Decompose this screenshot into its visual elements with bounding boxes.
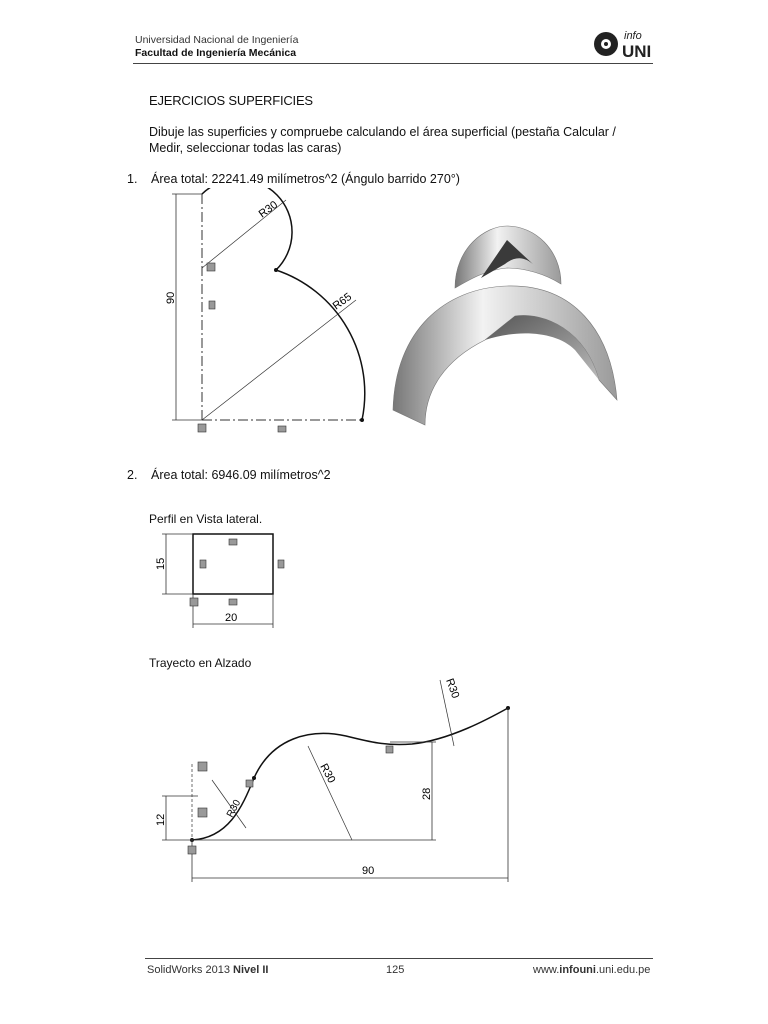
footer-level: Nivel II: [233, 964, 269, 976]
path-rise: 28: [421, 787, 433, 800]
exercise-1-3d-render: [385, 220, 625, 435]
footer-software-name: SolidWorks 2013: [147, 964, 230, 976]
dim-r-small: R30: [256, 198, 281, 221]
path-r-top: R30: [443, 676, 462, 700]
footer-software: [147, 964, 268, 976]
profile-width: 20: [225, 612, 238, 624]
footer-url-bold: infouni: [559, 964, 596, 976]
page-number: 125: [386, 964, 405, 976]
exercise-1-sketch: [150, 188, 390, 438]
exercise-1-number: 1.: [127, 172, 138, 186]
exercise-2-number: 2.: [127, 468, 138, 482]
university-name: Universidad Nacional de Ingeniería: [135, 34, 299, 46]
profile-height: 15: [155, 557, 167, 570]
footer-divider: [145, 958, 653, 959]
path-r-mid: R30: [317, 761, 338, 786]
profile-label: Perfil en Vista lateral.: [149, 512, 263, 526]
instructions: Dibuje las superficies y compruebe calculando el área superficial (pestaña Calcular / Medir, seleccionar todas las caras): [149, 125, 616, 155]
profile-sketch: [150, 528, 300, 632]
dim-height: 90: [165, 291, 177, 304]
logo-bottom-text: UNI: [622, 42, 652, 61]
footer-url: [533, 964, 650, 976]
footer-url-suffix: .uni.edu.pe: [595, 964, 651, 976]
dim-r-large: R65: [330, 290, 355, 313]
path-offset: 12: [155, 813, 167, 826]
exercise-2-text: Área total: 6946.09 milímetros^2: [151, 468, 331, 482]
infouni-logo: [590, 26, 662, 62]
logo-top-text: info: [624, 30, 642, 42]
path-length: 90: [362, 865, 375, 877]
path-sketch: [150, 668, 520, 888]
faculty-name: Facultad de Ingeniería Mecánica: [135, 47, 297, 59]
header-divider: [133, 63, 653, 64]
page-title: EJERCICIOS SUPERFICIES: [149, 93, 313, 108]
path-label: Trayecto en Alzado: [149, 656, 252, 670]
path-r-small: R30: [224, 798, 244, 820]
exercise-1-text: Área total: 22241.49 milímetros^2 (Ángulo barrido 270°): [151, 172, 460, 186]
footer-url-prefix: www.: [533, 964, 560, 976]
